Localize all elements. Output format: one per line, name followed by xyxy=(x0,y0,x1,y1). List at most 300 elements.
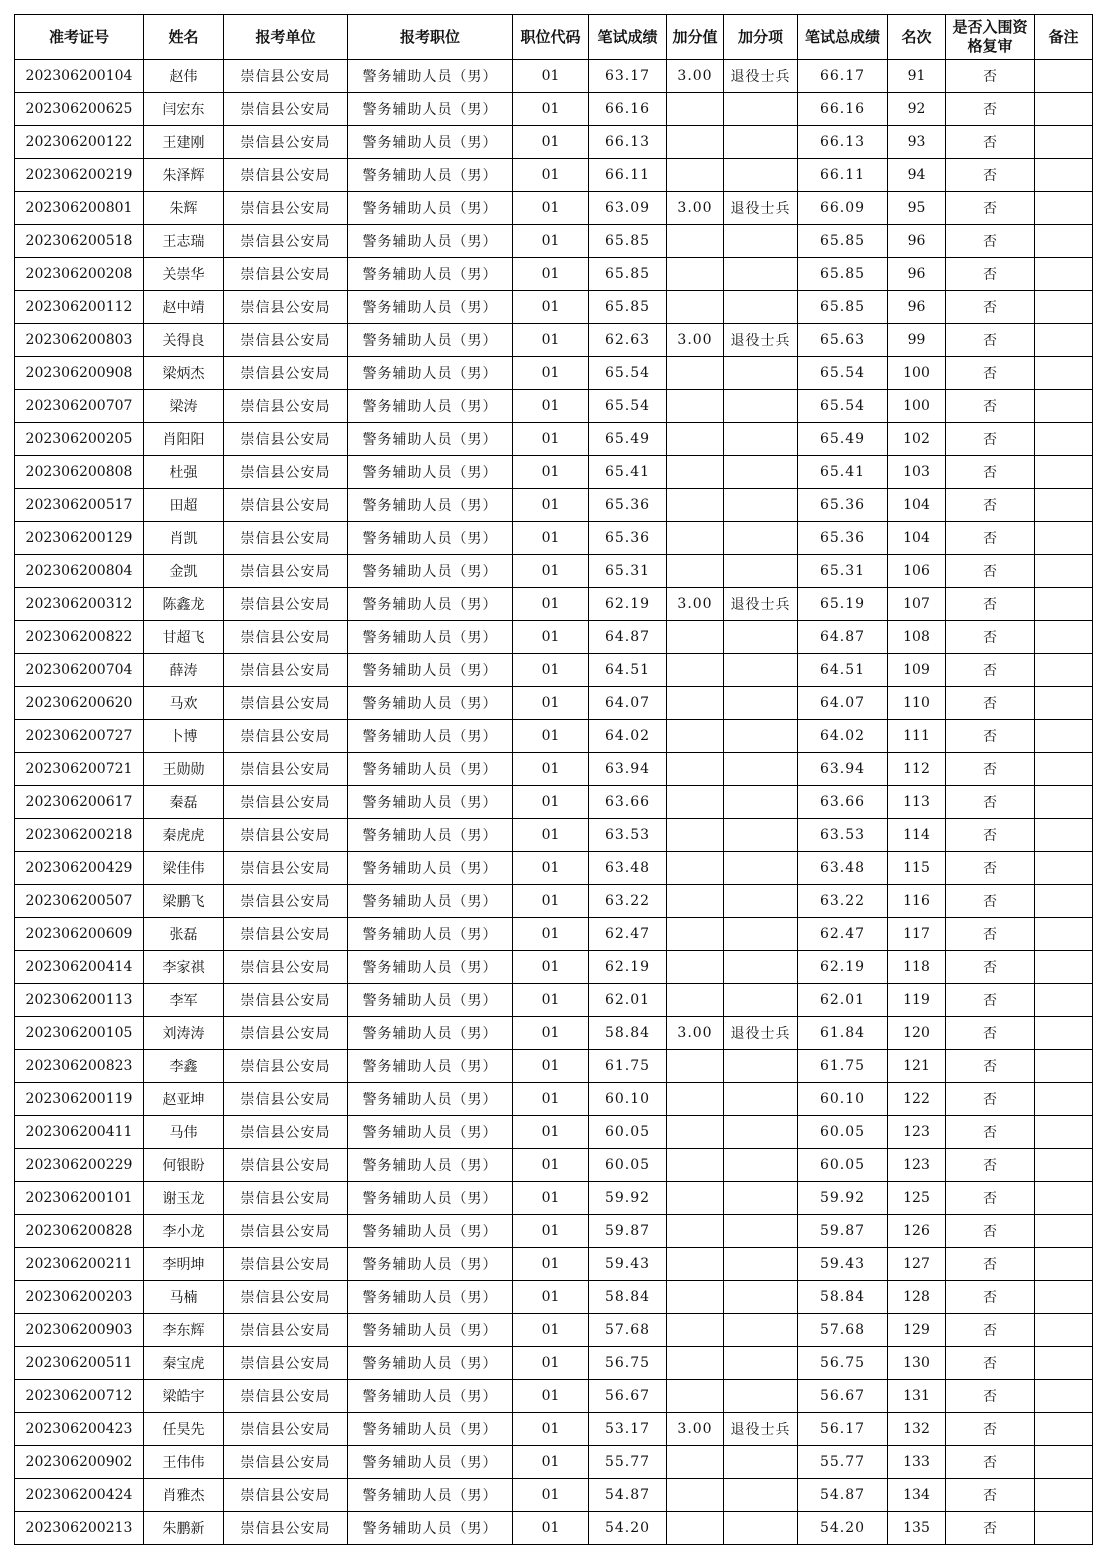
exam-id-cell: 202306200113 xyxy=(15,984,144,1017)
remarks-cell xyxy=(1035,621,1093,654)
total-score-cell: 60.05 xyxy=(798,1116,888,1149)
position-code-cell: 01 xyxy=(513,324,589,357)
remarks-cell xyxy=(1035,60,1093,93)
table-row xyxy=(15,126,1093,159)
position-code-cell: 01 xyxy=(513,60,589,93)
total-score-cell: 65.85 xyxy=(798,225,888,258)
total-score-cell: 65.85 xyxy=(798,258,888,291)
position-cell: 警务辅助人员（男） xyxy=(348,456,513,489)
name-cell: 马伟 xyxy=(144,1116,224,1149)
table-row xyxy=(15,159,1093,192)
shortlisted-cell: 否 xyxy=(946,357,1035,390)
rank-cell: 94 xyxy=(888,159,946,192)
remarks-cell xyxy=(1035,456,1093,489)
unit-cell: 崇信县公安局 xyxy=(224,555,348,588)
remarks-cell xyxy=(1035,126,1093,159)
rank-cell: 96 xyxy=(888,225,946,258)
shortlisted-cell: 否 xyxy=(946,1215,1035,1248)
total-score-cell: 63.94 xyxy=(798,753,888,786)
remarks-cell xyxy=(1035,753,1093,786)
position-cell: 警务辅助人员（男） xyxy=(348,885,513,918)
bonus-value-cell xyxy=(667,984,724,1017)
bonus-item-cell xyxy=(724,621,798,654)
total-score-cell: 65.54 xyxy=(798,357,888,390)
total-score-cell: 65.31 xyxy=(798,555,888,588)
written-score-cell: 62.47 xyxy=(589,918,667,951)
rank-cell: 112 xyxy=(888,753,946,786)
written-score-cell: 65.31 xyxy=(589,555,667,588)
position-code-cell: 01 xyxy=(513,1479,589,1512)
rank-cell: 120 xyxy=(888,1017,946,1050)
position-code-cell: 01 xyxy=(513,258,589,291)
bonus-value-cell xyxy=(667,390,724,423)
position-code-cell: 01 xyxy=(513,1512,589,1545)
header-position-code: 职位代码 xyxy=(513,15,589,60)
shortlisted-cell: 否 xyxy=(946,621,1035,654)
table-row xyxy=(15,357,1093,390)
total-score-cell: 65.19 xyxy=(798,588,888,621)
remarks-cell xyxy=(1035,588,1093,621)
table-row xyxy=(15,852,1093,885)
exam-id-cell: 202306200517 xyxy=(15,489,144,522)
exam-id-cell: 202306200312 xyxy=(15,588,144,621)
shortlisted-cell: 否 xyxy=(946,720,1035,753)
exam-id-cell: 202306200518 xyxy=(15,225,144,258)
unit-cell: 崇信县公安局 xyxy=(224,1281,348,1314)
rank-cell: 121 xyxy=(888,1050,946,1083)
bonus-value-cell xyxy=(667,720,724,753)
written-score-cell: 65.85 xyxy=(589,291,667,324)
position-code-cell: 01 xyxy=(513,291,589,324)
shortlisted-cell: 否 xyxy=(946,951,1035,984)
position-code-cell: 01 xyxy=(513,654,589,687)
written-score-cell: 64.07 xyxy=(589,687,667,720)
written-score-cell: 65.36 xyxy=(589,489,667,522)
table-row xyxy=(15,1413,1093,1446)
rank-cell: 119 xyxy=(888,984,946,1017)
unit-cell: 崇信县公安局 xyxy=(224,357,348,390)
bonus-item-cell xyxy=(724,654,798,687)
table-row xyxy=(15,258,1093,291)
bonus-item-cell xyxy=(724,1083,798,1116)
exam-id-cell: 202306200727 xyxy=(15,720,144,753)
shortlisted-cell: 否 xyxy=(946,192,1035,225)
exam-id-cell: 202306200112 xyxy=(15,291,144,324)
name-cell: 秦磊 xyxy=(144,786,224,819)
table-row xyxy=(15,423,1093,456)
shortlisted-cell: 否 xyxy=(946,522,1035,555)
written-score-cell: 56.75 xyxy=(589,1347,667,1380)
total-score-cell: 62.47 xyxy=(798,918,888,951)
position-cell: 警务辅助人员（男） xyxy=(348,357,513,390)
table-row xyxy=(15,753,1093,786)
table-body xyxy=(15,60,1093,1545)
position-code-cell: 01 xyxy=(513,885,589,918)
total-score-cell: 64.07 xyxy=(798,687,888,720)
unit-cell: 崇信县公安局 xyxy=(224,1215,348,1248)
bonus-item-cell xyxy=(724,357,798,390)
rank-cell: 115 xyxy=(888,852,946,885)
bonus-value-cell xyxy=(667,1116,724,1149)
table-header xyxy=(15,15,1093,60)
bonus-value-cell: 3.00 xyxy=(667,324,724,357)
exam-id-cell: 202306200105 xyxy=(15,1017,144,1050)
table-row xyxy=(15,225,1093,258)
rank-cell: 116 xyxy=(888,885,946,918)
bonus-value-cell: 3.00 xyxy=(667,1413,724,1446)
rank-cell: 108 xyxy=(888,621,946,654)
rank-cell: 99 xyxy=(888,324,946,357)
rank-cell: 91 xyxy=(888,60,946,93)
bonus-value-cell xyxy=(667,456,724,489)
table-row xyxy=(15,456,1093,489)
position-cell: 警务辅助人员（男） xyxy=(348,984,513,1017)
name-cell: 秦宝虎 xyxy=(144,1347,224,1380)
unit-cell: 崇信县公安局 xyxy=(224,258,348,291)
position-cell: 警务辅助人员（男） xyxy=(348,588,513,621)
shortlisted-cell: 否 xyxy=(946,1380,1035,1413)
name-cell: 闫宏东 xyxy=(144,93,224,126)
rank-cell: 127 xyxy=(888,1248,946,1281)
position-cell: 警务辅助人员（男） xyxy=(348,291,513,324)
shortlisted-cell: 否 xyxy=(946,1050,1035,1083)
written-score-cell: 57.68 xyxy=(589,1314,667,1347)
bonus-item-cell xyxy=(724,1512,798,1545)
position-code-cell: 01 xyxy=(513,1050,589,1083)
exam-id-cell: 202306200620 xyxy=(15,687,144,720)
total-score-cell: 56.67 xyxy=(798,1380,888,1413)
remarks-cell xyxy=(1035,1149,1093,1182)
bonus-item-cell xyxy=(724,720,798,753)
table-row xyxy=(15,1347,1093,1380)
rank-cell: 122 xyxy=(888,1083,946,1116)
position-code-cell: 01 xyxy=(513,786,589,819)
written-score-cell: 54.20 xyxy=(589,1512,667,1545)
bonus-item-cell: 退役士兵 xyxy=(724,324,798,357)
header-unit: 报考单位 xyxy=(224,15,348,60)
shortlisted-cell: 否 xyxy=(946,654,1035,687)
name-cell: 任昊先 xyxy=(144,1413,224,1446)
remarks-cell xyxy=(1035,357,1093,390)
name-cell: 肖雅杰 xyxy=(144,1479,224,1512)
written-score-cell: 65.49 xyxy=(589,423,667,456)
bonus-value-cell xyxy=(667,1248,724,1281)
total-score-cell: 64.51 xyxy=(798,654,888,687)
remarks-cell xyxy=(1035,1479,1093,1512)
shortlisted-cell: 否 xyxy=(946,588,1035,621)
unit-cell: 崇信县公安局 xyxy=(224,1446,348,1479)
bonus-value-cell xyxy=(667,1479,724,1512)
written-score-cell: 63.17 xyxy=(589,60,667,93)
rank-cell: 100 xyxy=(888,390,946,423)
position-cell: 警务辅助人员（男） xyxy=(348,1083,513,1116)
header-written-score: 笔试成绩 xyxy=(589,15,667,60)
position-cell: 警务辅助人员（男） xyxy=(348,1149,513,1182)
total-score-cell: 55.77 xyxy=(798,1446,888,1479)
unit-cell: 崇信县公安局 xyxy=(224,192,348,225)
exam-id-cell: 202306200721 xyxy=(15,753,144,786)
written-score-cell: 62.63 xyxy=(589,324,667,357)
unit-cell: 崇信县公安局 xyxy=(224,1149,348,1182)
written-score-cell: 54.87 xyxy=(589,1479,667,1512)
position-cell: 警务辅助人员（男） xyxy=(348,621,513,654)
rank-cell: 109 xyxy=(888,654,946,687)
bonus-item-cell xyxy=(724,1479,798,1512)
rank-cell: 135 xyxy=(888,1512,946,1545)
table-row xyxy=(15,324,1093,357)
name-cell: 田超 xyxy=(144,489,224,522)
table-row xyxy=(15,1281,1093,1314)
written-score-cell: 63.66 xyxy=(589,786,667,819)
total-score-cell: 62.19 xyxy=(798,951,888,984)
table-row xyxy=(15,489,1093,522)
rank-cell: 126 xyxy=(888,1215,946,1248)
unit-cell: 崇信县公安局 xyxy=(224,1248,348,1281)
position-cell: 警务辅助人员（男） xyxy=(348,918,513,951)
shortlisted-cell: 否 xyxy=(946,126,1035,159)
unit-cell: 崇信县公安局 xyxy=(224,1182,348,1215)
unit-cell: 崇信县公安局 xyxy=(224,1347,348,1380)
exam-id-cell: 202306200822 xyxy=(15,621,144,654)
bonus-item-cell xyxy=(724,951,798,984)
exam-id-cell: 202306200211 xyxy=(15,1248,144,1281)
position-cell: 警务辅助人员（男） xyxy=(348,1116,513,1149)
name-cell: 马楠 xyxy=(144,1281,224,1314)
exam-id-cell: 202306200828 xyxy=(15,1215,144,1248)
exam-id-cell: 202306200808 xyxy=(15,456,144,489)
unit-cell: 崇信县公安局 xyxy=(224,1314,348,1347)
bonus-item-cell xyxy=(724,522,798,555)
name-cell: 关得良 xyxy=(144,324,224,357)
rank-cell: 104 xyxy=(888,489,946,522)
written-score-cell: 59.43 xyxy=(589,1248,667,1281)
position-cell: 警务辅助人员（男） xyxy=(348,324,513,357)
bonus-value-cell xyxy=(667,621,724,654)
bonus-item-cell: 退役士兵 xyxy=(724,60,798,93)
total-score-cell: 66.13 xyxy=(798,126,888,159)
exam-id-cell: 202306200903 xyxy=(15,1314,144,1347)
shortlisted-cell: 否 xyxy=(946,1182,1035,1215)
name-cell: 卜博 xyxy=(144,720,224,753)
bonus-value-cell xyxy=(667,819,724,852)
exam-id-cell: 202306200218 xyxy=(15,819,144,852)
position-code-cell: 01 xyxy=(513,555,589,588)
bonus-value-cell xyxy=(667,489,724,522)
shortlisted-cell: 否 xyxy=(946,786,1035,819)
rank-cell: 123 xyxy=(888,1149,946,1182)
table-row xyxy=(15,555,1093,588)
remarks-cell xyxy=(1035,951,1093,984)
total-score-cell: 60.10 xyxy=(798,1083,888,1116)
remarks-cell xyxy=(1035,1281,1093,1314)
shortlisted-cell: 否 xyxy=(946,291,1035,324)
exam-id-cell: 202306200511 xyxy=(15,1347,144,1380)
bonus-value-cell xyxy=(667,1512,724,1545)
rank-cell: 111 xyxy=(888,720,946,753)
remarks-cell xyxy=(1035,1050,1093,1083)
position-cell: 警务辅助人员（男） xyxy=(348,1347,513,1380)
shortlisted-cell: 否 xyxy=(946,1083,1035,1116)
unit-cell: 崇信县公安局 xyxy=(224,225,348,258)
table-row xyxy=(15,60,1093,93)
remarks-cell xyxy=(1035,159,1093,192)
exam-id-cell: 202306200424 xyxy=(15,1479,144,1512)
position-cell: 警务辅助人员（男） xyxy=(348,1413,513,1446)
unit-cell: 崇信县公安局 xyxy=(224,1116,348,1149)
exam-id-cell: 202306200625 xyxy=(15,93,144,126)
bonus-item-cell xyxy=(724,291,798,324)
shortlisted-cell: 否 xyxy=(946,885,1035,918)
bonus-value-cell xyxy=(667,951,724,984)
position-cell: 警务辅助人员（男） xyxy=(348,126,513,159)
position-code-cell: 01 xyxy=(513,984,589,1017)
total-score-cell: 56.75 xyxy=(798,1347,888,1380)
written-score-cell: 65.85 xyxy=(589,258,667,291)
remarks-cell xyxy=(1035,687,1093,720)
bonus-value-cell xyxy=(667,225,724,258)
exam-id-cell: 202306200104 xyxy=(15,60,144,93)
position-cell: 警务辅助人员（男） xyxy=(348,1314,513,1347)
exam-id-cell: 202306200119 xyxy=(15,1083,144,1116)
rank-cell: 106 xyxy=(888,555,946,588)
exam-id-cell: 202306200712 xyxy=(15,1380,144,1413)
unit-cell: 崇信县公安局 xyxy=(224,60,348,93)
total-score-cell: 63.22 xyxy=(798,885,888,918)
position-cell: 警务辅助人员（男） xyxy=(348,1380,513,1413)
bonus-item-cell xyxy=(724,753,798,786)
position-code-cell: 01 xyxy=(513,1116,589,1149)
exam-id-cell: 202306200213 xyxy=(15,1512,144,1545)
table-row xyxy=(15,192,1093,225)
bonus-value-cell: 3.00 xyxy=(667,588,724,621)
bonus-value-cell xyxy=(667,1347,724,1380)
bonus-value-cell xyxy=(667,1215,724,1248)
bonus-value-cell xyxy=(667,654,724,687)
position-code-cell: 01 xyxy=(513,159,589,192)
position-code-cell: 01 xyxy=(513,687,589,720)
name-cell: 赵伟 xyxy=(144,60,224,93)
name-cell: 谢玉龙 xyxy=(144,1182,224,1215)
total-score-cell: 64.87 xyxy=(798,621,888,654)
written-score-cell: 60.05 xyxy=(589,1149,667,1182)
total-score-cell: 61.75 xyxy=(798,1050,888,1083)
table-row xyxy=(15,1116,1093,1149)
bonus-value-cell xyxy=(667,258,724,291)
exam-id-cell: 202306200617 xyxy=(15,786,144,819)
remarks-cell xyxy=(1035,1215,1093,1248)
total-score-cell: 65.49 xyxy=(798,423,888,456)
remarks-cell xyxy=(1035,819,1093,852)
remarks-cell xyxy=(1035,1116,1093,1149)
position-code-cell: 01 xyxy=(513,93,589,126)
total-score-cell: 66.16 xyxy=(798,93,888,126)
bonus-value-cell xyxy=(667,555,724,588)
exam-id-cell: 202306200804 xyxy=(15,555,144,588)
rank-cell: 92 xyxy=(888,93,946,126)
bonus-item-cell xyxy=(724,687,798,720)
remarks-cell xyxy=(1035,1017,1093,1050)
name-cell: 张磊 xyxy=(144,918,224,951)
position-code-cell: 01 xyxy=(513,456,589,489)
rank-cell: 114 xyxy=(888,819,946,852)
total-score-cell: 54.20 xyxy=(798,1512,888,1545)
written-score-cell: 65.41 xyxy=(589,456,667,489)
remarks-cell xyxy=(1035,1347,1093,1380)
shortlisted-cell: 否 xyxy=(946,1314,1035,1347)
name-cell: 李明坤 xyxy=(144,1248,224,1281)
bonus-item-cell: 退役士兵 xyxy=(724,192,798,225)
bonus-item-cell xyxy=(724,1248,798,1281)
unit-cell: 崇信县公安局 xyxy=(224,852,348,885)
name-cell: 王伟伟 xyxy=(144,1446,224,1479)
remarks-cell xyxy=(1035,852,1093,885)
bonus-item-cell xyxy=(724,819,798,852)
rank-cell: 107 xyxy=(888,588,946,621)
name-cell: 梁鹏飞 xyxy=(144,885,224,918)
header-row xyxy=(15,15,1093,60)
written-score-cell: 65.54 xyxy=(589,390,667,423)
position-cell: 警务辅助人员（男） xyxy=(348,390,513,423)
shortlisted-cell: 否 xyxy=(946,324,1035,357)
position-cell: 警务辅助人员（男） xyxy=(348,819,513,852)
bonus-value-cell xyxy=(667,1050,724,1083)
rank-cell: 96 xyxy=(888,258,946,291)
total-score-cell: 60.05 xyxy=(798,1149,888,1182)
position-cell: 警务辅助人员（男） xyxy=(348,951,513,984)
position-code-cell: 01 xyxy=(513,192,589,225)
table-row xyxy=(15,951,1093,984)
table-row xyxy=(15,390,1093,423)
position-cell: 警务辅助人员（男） xyxy=(348,720,513,753)
remarks-cell xyxy=(1035,324,1093,357)
exam-id-cell: 202306200429 xyxy=(15,852,144,885)
remarks-cell xyxy=(1035,1314,1093,1347)
bonus-item-cell xyxy=(724,1215,798,1248)
unit-cell: 崇信县公安局 xyxy=(224,390,348,423)
bonus-item-cell xyxy=(724,1380,798,1413)
written-score-cell: 63.94 xyxy=(589,753,667,786)
bonus-item-cell xyxy=(724,1347,798,1380)
table-row xyxy=(15,1380,1093,1413)
remarks-cell xyxy=(1035,489,1093,522)
position-code-cell: 01 xyxy=(513,225,589,258)
bonus-value-cell xyxy=(667,1182,724,1215)
remarks-cell xyxy=(1035,93,1093,126)
position-code-cell: 01 xyxy=(513,1248,589,1281)
exam-id-cell: 202306200101 xyxy=(15,1182,144,1215)
name-cell: 朱鹏新 xyxy=(144,1512,224,1545)
name-cell: 金凯 xyxy=(144,555,224,588)
bonus-value-cell xyxy=(667,1149,724,1182)
position-cell: 警务辅助人员（男） xyxy=(348,1281,513,1314)
position-cell: 警务辅助人员（男） xyxy=(348,192,513,225)
name-cell: 梁涛 xyxy=(144,390,224,423)
exam-id-cell: 202306200704 xyxy=(15,654,144,687)
shortlisted-cell: 否 xyxy=(946,852,1035,885)
shortlisted-cell: 否 xyxy=(946,819,1035,852)
rank-cell: 95 xyxy=(888,192,946,225)
total-score-cell: 62.01 xyxy=(798,984,888,1017)
table-row xyxy=(15,885,1093,918)
bonus-item-cell xyxy=(724,489,798,522)
rank-cell: 117 xyxy=(888,918,946,951)
shortlisted-cell: 否 xyxy=(946,1281,1035,1314)
unit-cell: 崇信县公安局 xyxy=(224,951,348,984)
position-cell: 警务辅助人员（男） xyxy=(348,687,513,720)
bonus-value-cell xyxy=(667,522,724,555)
bonus-value-cell xyxy=(667,423,724,456)
exam-id-cell: 202306200122 xyxy=(15,126,144,159)
